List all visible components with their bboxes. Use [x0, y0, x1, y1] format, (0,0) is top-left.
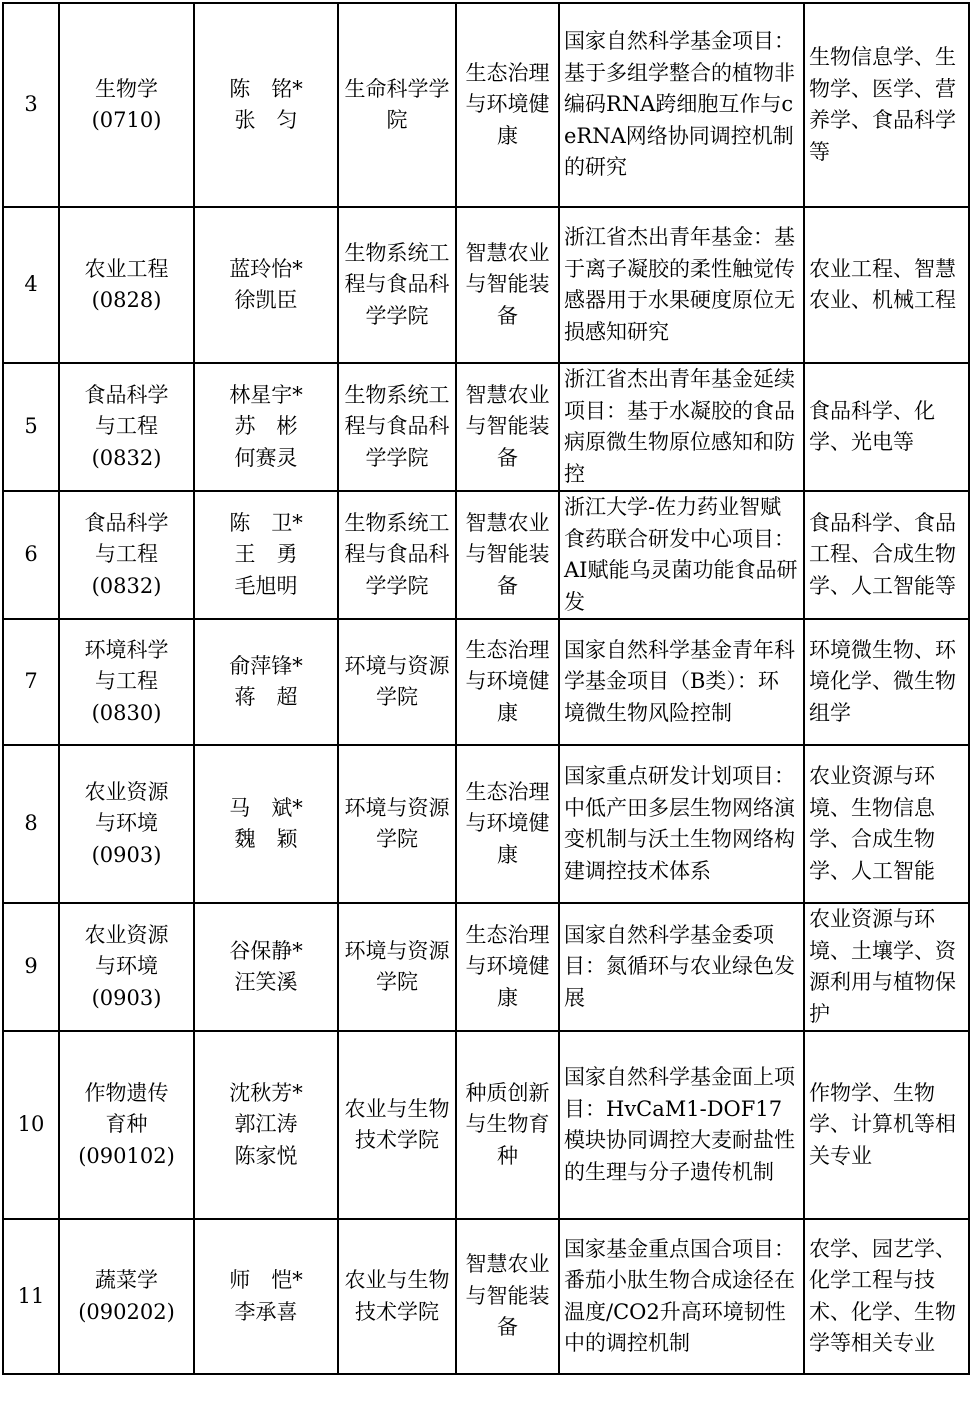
supervisor-cell: [194, 1219, 338, 1374]
major-line: 与环境: [95, 811, 158, 836]
table-row: [3, 491, 969, 619]
row-number: 8: [3, 745, 59, 903]
supervisor-name: 苏 彬: [234, 414, 298, 439]
supervisor-cell: [194, 745, 338, 903]
project-cell: 国家重点研发计划项目：中低产田多层生物网络演变机制与沃土生物网络构建调控技术体系: [559, 745, 804, 903]
direction-cell: 智慧农业与智能装备: [456, 207, 559, 363]
major-line: (0832): [91, 445, 162, 470]
supervisor-cell: [194, 1031, 338, 1219]
major-line: 农业资源: [84, 922, 169, 947]
major-line: 与工程: [95, 542, 158, 567]
major-cell: [59, 745, 194, 903]
project-cell: 国家基金重点国合项目：番茄小肽生物合成途径在温度/CO2升高环境韧性中的调控机制: [559, 1219, 804, 1374]
school-cell: 农业与生物技术学院: [338, 1031, 456, 1219]
background-cell: 作物学、生物学、计算机等相关专业: [804, 1031, 969, 1219]
major-line: 农业工程: [84, 256, 169, 281]
major-line: (0903): [91, 985, 162, 1010]
supervisor-cell: [194, 3, 338, 207]
supervisor-name: 郭江涛: [234, 1112, 298, 1137]
row-number: 5: [3, 363, 59, 491]
table-row: [3, 3, 969, 207]
project-cell: 国家自然科学基金青年科学基金项目（B类）：环境微生物风险控制: [559, 619, 804, 745]
major-line: 与工程: [95, 669, 158, 694]
major-line: (0828): [91, 288, 162, 312]
project-cell: 国家自然科学基金面上项目：HvCaM1-DOF17模块协同调控大麦耐盐性的生理与分子遗传机制: [559, 1031, 804, 1219]
direction-cell: 智慧农业与智能装备: [456, 1219, 559, 1374]
row-number: 9: [3, 903, 59, 1031]
background-cell: 生物信息学、生物学、医学、营养学、食品科学等: [804, 3, 969, 207]
school-cell: 生命科学学院: [338, 3, 456, 207]
supervisor-name: 师 恺*: [229, 1268, 303, 1292]
project-cell: 国家自然科学基金项目：基于多组学整合的植物非编码RNA跨细胞互作与ceRNA网络协同调控机制的研究: [559, 3, 804, 207]
row-number: 11: [3, 1219, 59, 1374]
direction-cell: 智慧农业与智能装备: [456, 363, 559, 491]
supervisor-name: 王 勇: [234, 542, 298, 567]
background-cell: 食品科学、食品工程、合成生物学、人工智能等: [804, 491, 969, 619]
major-line: 与工程: [95, 414, 158, 439]
direction-cell: 生态治理与环境健康: [456, 903, 559, 1031]
background-cell: 农业资源与环境、生物信息学、合成生物学、人工智能: [804, 745, 969, 903]
row-number: 6: [3, 491, 59, 619]
row-number: 4: [3, 207, 59, 363]
supervisor-name: 何赛灵: [234, 445, 298, 470]
major-line: 农业资源: [84, 779, 169, 804]
supervisor-cell: [194, 491, 338, 619]
direction-cell: 生态治理与环境健康: [456, 619, 559, 745]
supervisor-cell: [194, 619, 338, 745]
major-line: 作物遗传: [84, 1080, 169, 1105]
school-cell: 农业与生物技术学院: [338, 1219, 456, 1374]
supervisor-name: 陈 铭*: [229, 76, 303, 101]
school-cell: 环境与资源学院: [338, 745, 456, 903]
school-cell: 生物系统工程与食品科学学院: [338, 363, 456, 491]
major-line: 生物学: [95, 76, 158, 101]
direction-cell: 智慧农业与智能装备: [456, 491, 559, 619]
major-line: (0710): [91, 108, 162, 132]
project-cell: 浙江大学-佐力药业智赋食药联合研发中心项目：AI赋能乌灵菌功能食品研发: [559, 491, 804, 619]
major-cell: [59, 1219, 194, 1374]
major-line: (0830): [91, 700, 162, 725]
major-line: 食品科学: [84, 382, 169, 407]
major-line: 育种: [105, 1112, 148, 1137]
major-line: (0832): [91, 573, 162, 598]
supervisor-name: 毛旭明: [234, 573, 298, 598]
supervisor-name: 蒋 超: [234, 685, 298, 709]
major-cell: [59, 619, 194, 745]
supervisor-cell: [194, 363, 338, 491]
table-row: [3, 903, 969, 1031]
major-line: (0903): [91, 842, 162, 867]
major-cell: [59, 207, 194, 363]
major-line: (090102): [78, 1143, 175, 1168]
major-line: (090202): [78, 1299, 175, 1324]
project-cell: 浙江省杰出青年基金延续项目：基于水凝胶的食品病原微生物原位感知和防控: [559, 363, 804, 491]
supervisor-name: 李承喜: [234, 1299, 298, 1324]
background-cell: 食品科学、化学、光电等: [804, 363, 969, 491]
recruitment-table: [2, 2, 970, 1375]
major-cell: [59, 903, 194, 1031]
school-cell: 生物系统工程与食品科学学院: [338, 207, 456, 363]
direction-cell: 种质创新与生物育种: [456, 1031, 559, 1219]
major-line: 食品科学: [84, 510, 169, 535]
school-cell: 生物系统工程与食品科学学院: [338, 491, 456, 619]
background-cell: 农学、园艺学、化学工程与技术、化学、生物学等相关专业: [804, 1219, 969, 1374]
supervisor-name: 徐凯臣: [234, 288, 298, 312]
table-row: [3, 1219, 969, 1374]
major-line: 与环境: [95, 954, 158, 979]
table-row: [3, 619, 969, 745]
table-row: [3, 363, 969, 491]
supervisor-name: 沈秋芳*: [229, 1080, 303, 1105]
table-row: [3, 1031, 969, 1219]
major-cell: [59, 363, 194, 491]
background-cell: 农业资源与环境、土壤学、资源利用与植物保护: [804, 903, 969, 1031]
major-cell: [59, 491, 194, 619]
direction-cell: 生态治理与环境健康: [456, 3, 559, 207]
project-cell: 浙江省杰出青年基金：基于离子凝胶的柔性触觉传感器用于水果硬度原位无损感知研究: [559, 207, 804, 363]
major-cell: [59, 3, 194, 207]
school-cell: 环境与资源学院: [338, 619, 456, 745]
supervisor-cell: [194, 207, 338, 363]
direction-cell: 生态治理与环境健康: [456, 745, 559, 903]
supervisor-name: 汪笑溪: [234, 970, 298, 994]
supervisor-name: 陈 卫*: [229, 510, 303, 535]
major-line: 蔬菜学: [95, 1268, 158, 1292]
row-number: 7: [3, 619, 59, 745]
supervisor-name: 林星宇*: [229, 382, 303, 407]
supervisor-name: 马 斌*: [229, 795, 303, 820]
row-number: 3: [3, 3, 59, 207]
supervisor-name: 谷保静*: [229, 938, 303, 963]
major-line: 环境科学: [84, 637, 169, 662]
table-row: [3, 207, 969, 363]
supervisor-name: 蓝玲怡*: [229, 256, 303, 281]
table-row: [3, 745, 969, 903]
row-number: 10: [3, 1031, 59, 1219]
school-cell: 环境与资源学院: [338, 903, 456, 1031]
supervisor-name: 俞萍锋*: [229, 653, 303, 678]
major-cell: [59, 1031, 194, 1219]
background-cell: 农业工程、智慧农业、机械工程: [804, 207, 969, 363]
supervisor-name: 陈家悦: [234, 1143, 298, 1168]
supervisor-name: 张 匀: [234, 108, 298, 132]
supervisor-name: 魏 颖: [234, 827, 298, 851]
supervisor-cell: [194, 903, 338, 1031]
background-cell: 环境微生物、环境化学、微生物组学: [804, 619, 969, 745]
project-cell: 国家自然科学基金委项目：氮循环与农业绿色发展: [559, 903, 804, 1031]
